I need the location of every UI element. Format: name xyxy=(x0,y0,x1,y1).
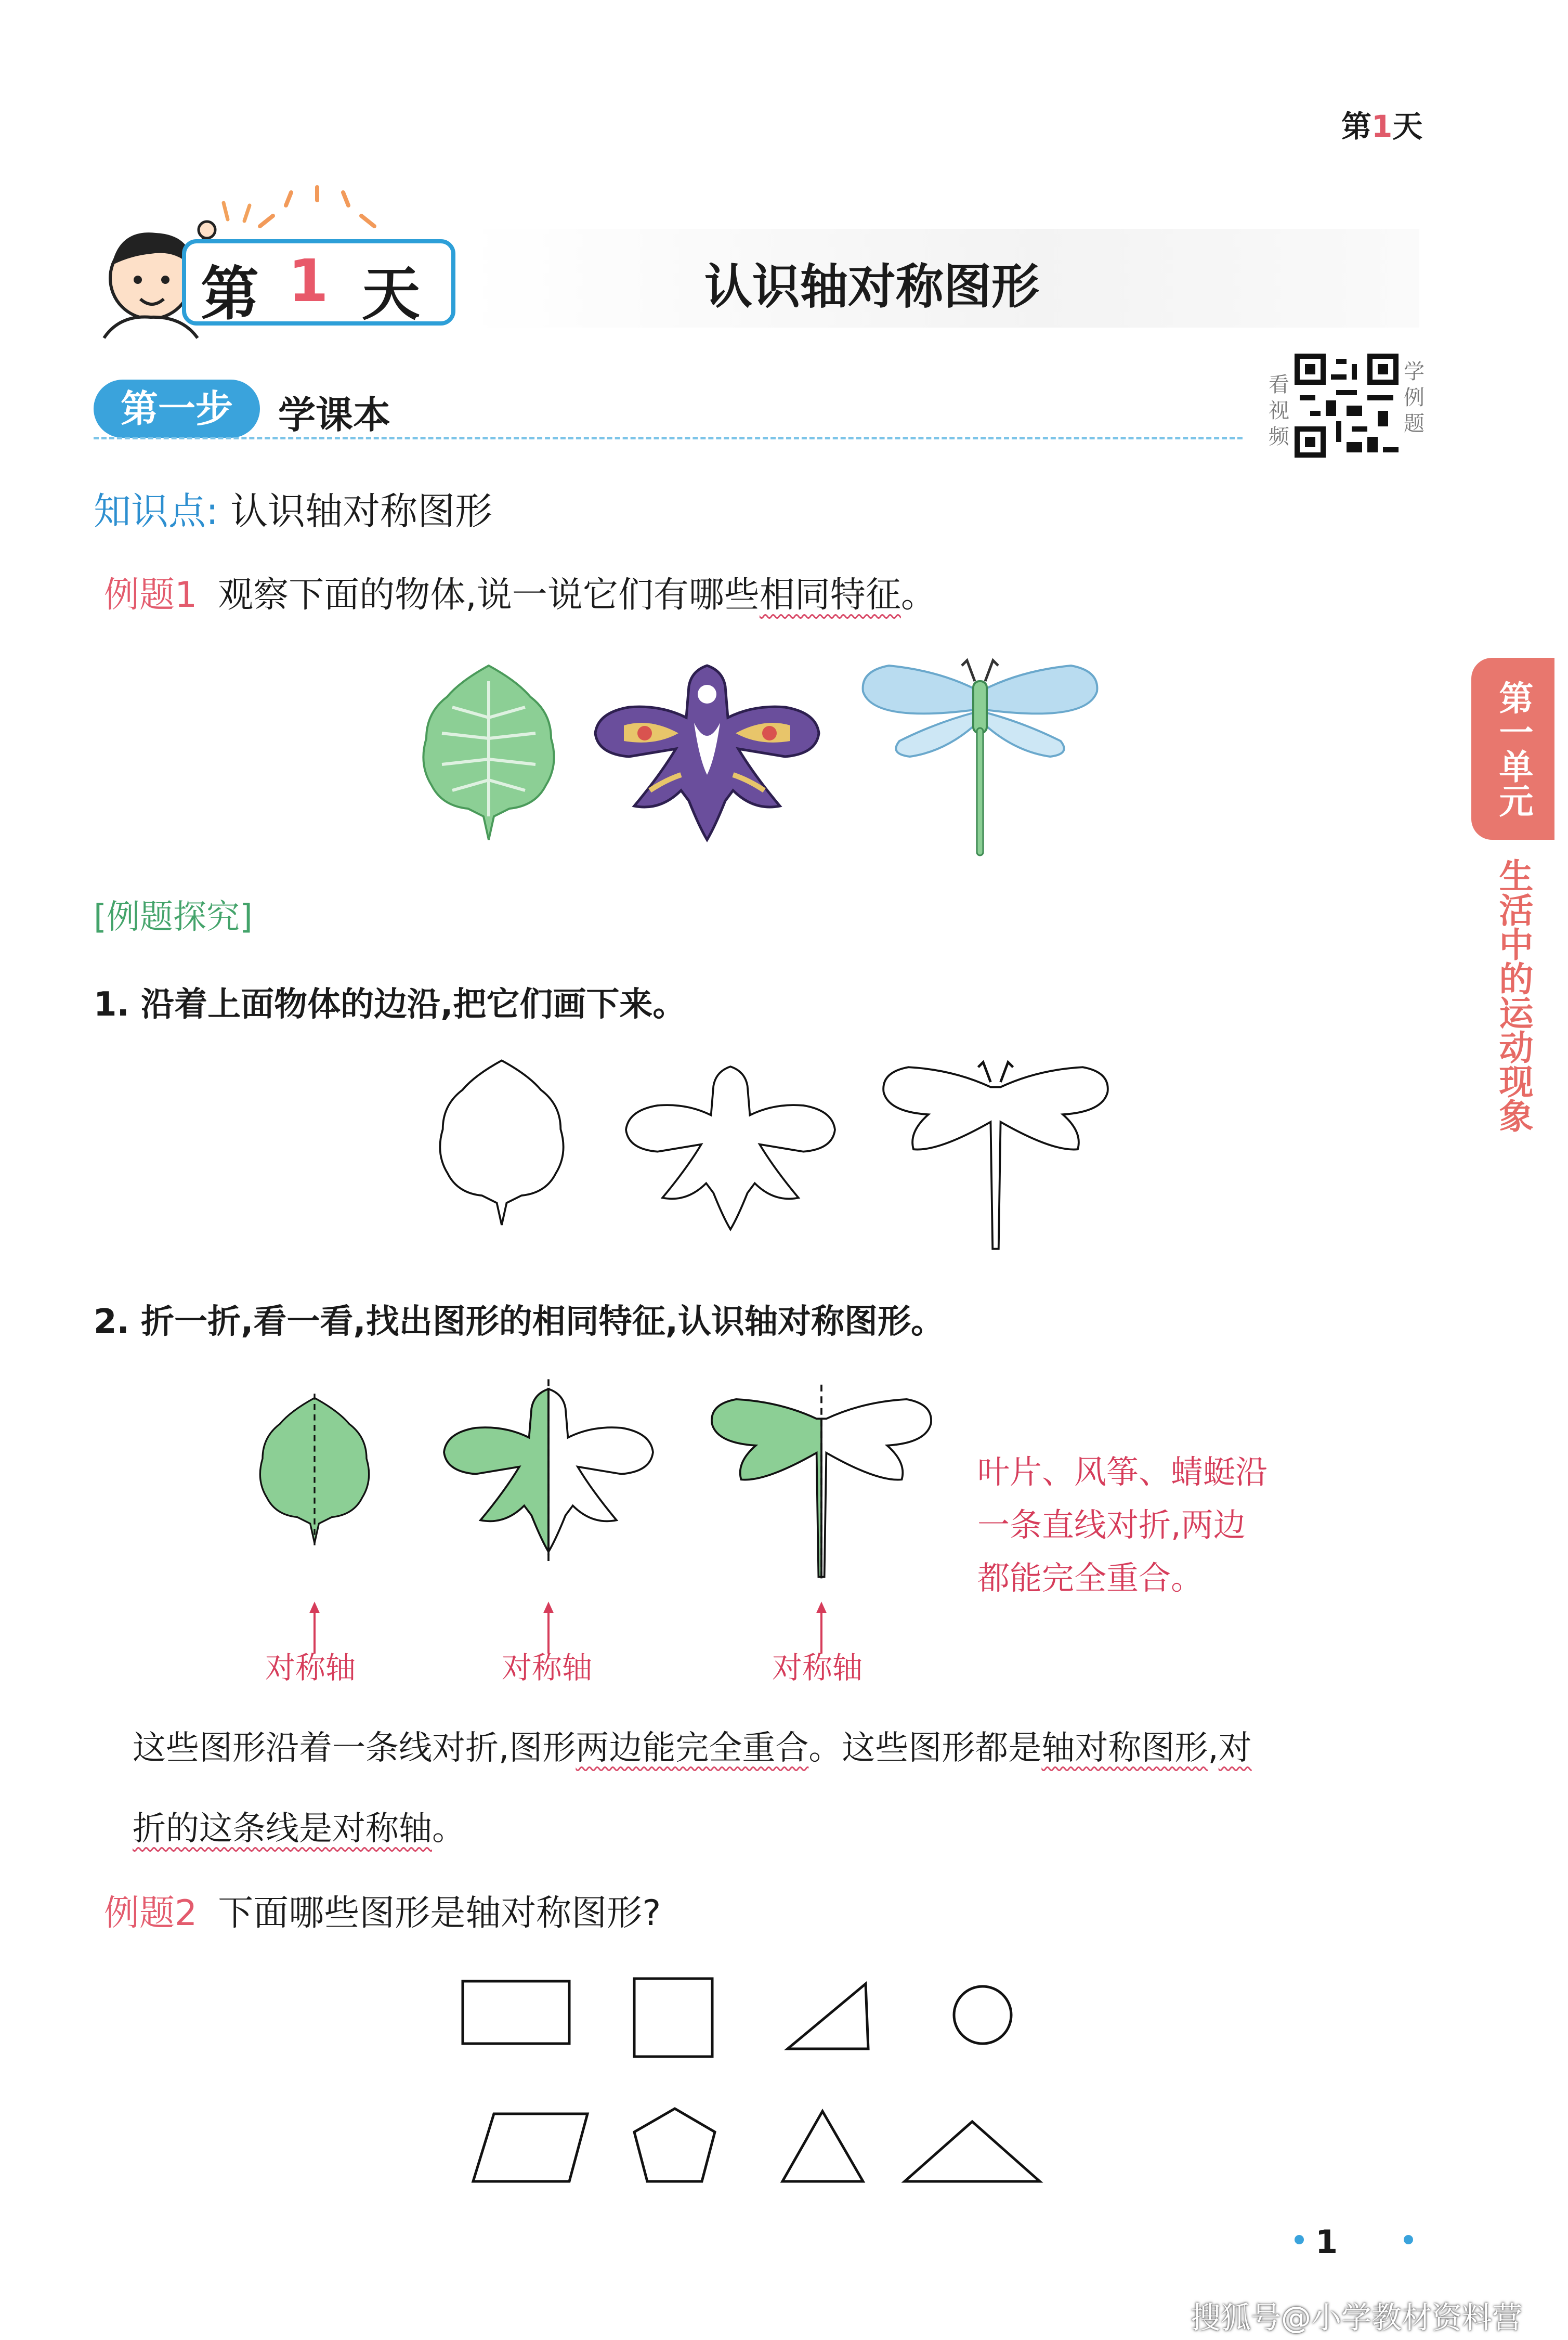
conclusion-text: 。这些图形都是 xyxy=(808,1729,1042,1767)
dragonfly-icon xyxy=(858,650,1102,858)
qr-right-caption: 学例题 xyxy=(1404,360,1425,436)
watermark: 搜狐号@小学教材资料营 xyxy=(1191,2300,1523,2335)
step-divider xyxy=(94,437,1243,439)
step-1-instruction: 1. 沿着上面物体的边沿,把它们画下来。 xyxy=(94,985,686,1024)
page-title: 认识轴对称图形 xyxy=(704,259,1040,315)
example-1-heading xyxy=(104,567,936,617)
kite-icon xyxy=(587,655,827,853)
day-badge-suffix: 天 xyxy=(362,261,420,328)
example-2-heading xyxy=(104,1885,661,1935)
fold-note-line: 都能完全重合。 xyxy=(977,1559,1204,1597)
conclusion-text: 这些图形沿着一条线对折,图形 xyxy=(133,1729,576,1767)
conclusion-line-2 xyxy=(133,1802,465,1850)
parallelogram-shape xyxy=(473,2114,587,2181)
leaf-icon xyxy=(411,660,567,848)
example-2-text: 下面哪些图形是轴对称图形? xyxy=(218,1893,661,1934)
square-shape xyxy=(634,1979,712,2057)
shapes-grid xyxy=(458,1976,1055,2194)
step-2-instruction: 2. 折一折,看一看,找出图形的相同特征,认识轴对称图形。 xyxy=(94,1303,945,1341)
day-marker: 第1天 xyxy=(1341,109,1423,144)
kite-half-icon xyxy=(437,1378,660,1565)
leaf-half-icon xyxy=(250,1378,380,1565)
sunrise-rays-icon xyxy=(244,185,390,231)
page-dot-left xyxy=(1295,2235,1304,2244)
fold-note-line: 一条直线对折,两边 xyxy=(977,1506,1246,1544)
axis-label-3: 对称轴 xyxy=(772,1650,863,1685)
knowledge-point xyxy=(94,481,492,535)
explore-heading: [例题探究] xyxy=(94,898,253,937)
qr-code-icon[interactable] xyxy=(1295,354,1399,458)
conclusion-emphasis: 两边能完全重合 xyxy=(576,1729,809,1767)
page-number: 1 xyxy=(1315,2223,1338,2261)
equilateral-triangle-shape xyxy=(782,2111,863,2181)
step-pill: 第一步 xyxy=(94,380,260,438)
unit-tab[interactable]: 第一单元 xyxy=(1471,658,1554,840)
conclusion-emphasis: 对 xyxy=(1218,1729,1252,1767)
dragonfly-outline-icon xyxy=(879,1050,1113,1253)
fold-note xyxy=(977,1446,1268,1605)
rectangle-shape xyxy=(463,1981,569,2044)
axis-label-2: 对称轴 xyxy=(502,1650,593,1685)
example-1-text: 观察下面的物体,说一说它们有哪些 xyxy=(218,575,760,616)
day-badge-prefix: 第 xyxy=(201,261,259,328)
conclusion-text: , xyxy=(1208,1729,1219,1767)
conclusion-emphasis: 轴对称图形 xyxy=(1041,1729,1208,1767)
leaf-outline-icon xyxy=(426,1056,577,1232)
kite-outline-icon xyxy=(619,1056,842,1243)
triangle-obtuse-shape xyxy=(788,1984,868,2049)
example-1-label: 例题1 xyxy=(104,575,198,616)
qr-left-caption: 看视频 xyxy=(1269,373,1289,449)
fold-note-line: 叶片、风筝、蜻蜓沿 xyxy=(977,1453,1268,1491)
dragonfly-half-icon xyxy=(707,1383,936,1581)
page-dot-right xyxy=(1404,2235,1413,2244)
axis-label-1: 对称轴 xyxy=(265,1650,356,1685)
conclusion-text: 。 xyxy=(432,1810,465,1848)
example-1-emphasis: 相同特征 xyxy=(759,575,901,616)
day-badge-number: 1 xyxy=(288,248,329,315)
isosceles-triangle-shape xyxy=(905,2122,1040,2181)
circle-shape xyxy=(954,1986,1011,2044)
unit-topic: 生活中的运动现象 xyxy=(1493,858,1533,1133)
example-2-label: 例题2 xyxy=(104,1893,198,1934)
knowledge-key: 知识点: xyxy=(94,489,219,533)
conclusion-line-1 xyxy=(133,1721,1252,1769)
knowledge-value: 认识轴对称图形 xyxy=(230,489,493,533)
conclusion-emphasis: 折的这条线是对称轴 xyxy=(133,1810,432,1848)
step-label: 学课本 xyxy=(278,393,391,437)
pentagon-shape xyxy=(634,2109,715,2181)
day-badge xyxy=(182,239,455,326)
example-1-end: 。 xyxy=(900,575,936,616)
